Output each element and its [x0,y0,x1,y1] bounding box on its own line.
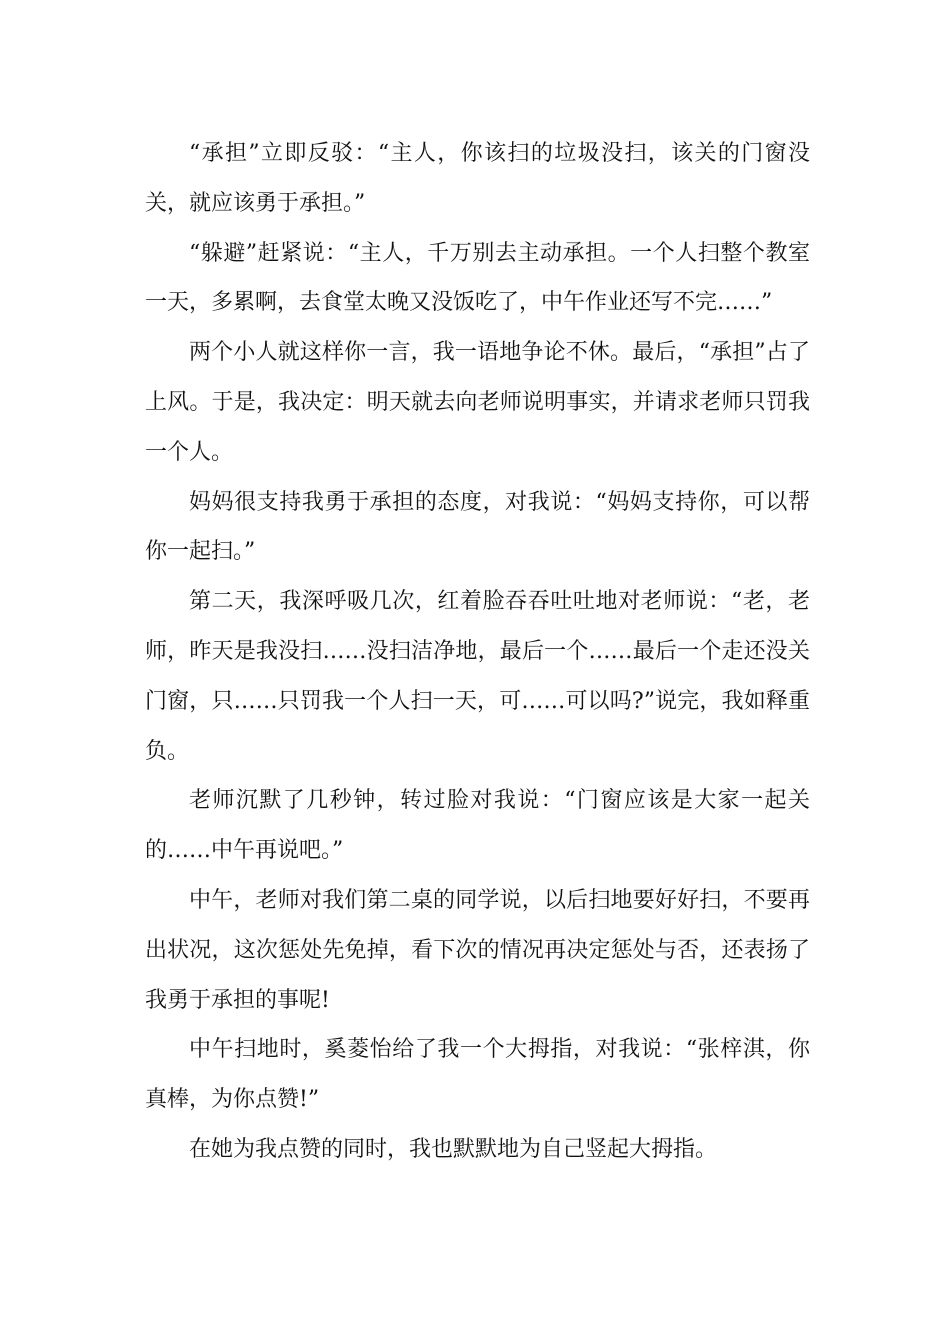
paragraph: “承担”立即反驳：“主人，你该扫的垃圾没扫，该关的门窗没关，就应该勇于承担。” [145,141,810,216]
paragraph: 妈妈很支持我勇于承担的态度，对我说：“妈妈支持你，可以帮你一起扫。” [145,489,810,565]
paragraph: 第二天，我深呼吸几次，红着脸吞吞吐吐地对老师说：“老，老师，昨天是我没扫……没扫洁净地，最后一个……最后一个走还没关门窗，只……只罚我一个人扫一天，可……可以吗?”说完，我如释重负。 [145,589,810,764]
paragraph: 中午，老师对我们第二桌的同学说，以后扫地要好好扫，不要再出状况，这次惩处先免掉，看下次的情况再决定惩处与否，还表扬了我勇于承担的事呢! [145,887,810,1013]
paragraph: 两个小人就这样你一言，我一语地争论不休。最后，“承担”占了上风。于是，我决定：明天就去向老师说明事实，并请求老师只罚我一个人。 [145,340,810,465]
paragraph: 中午扫地时，奚菱怡给了我一个大拇指，对我说：“张梓淇，你真棒，为你点赞!” [145,1037,810,1113]
paragraph: 老师沉默了几秒钟，转过脸对我说：“门窗应该是大家一起关的……中午再说吧。” [145,788,810,864]
paragraph: “躲避”赶紧说：“主人，千万别去主动承担。一个人扫整个教室一天，多累啊，去食堂太晚又没饭吃了，中午作业还写不完……” [145,240,810,316]
document-body [145,129,810,1175]
paragraph: 在她为我点赞的同时，我也默默地为自己竖起大拇指。 [189,1136,718,1162]
